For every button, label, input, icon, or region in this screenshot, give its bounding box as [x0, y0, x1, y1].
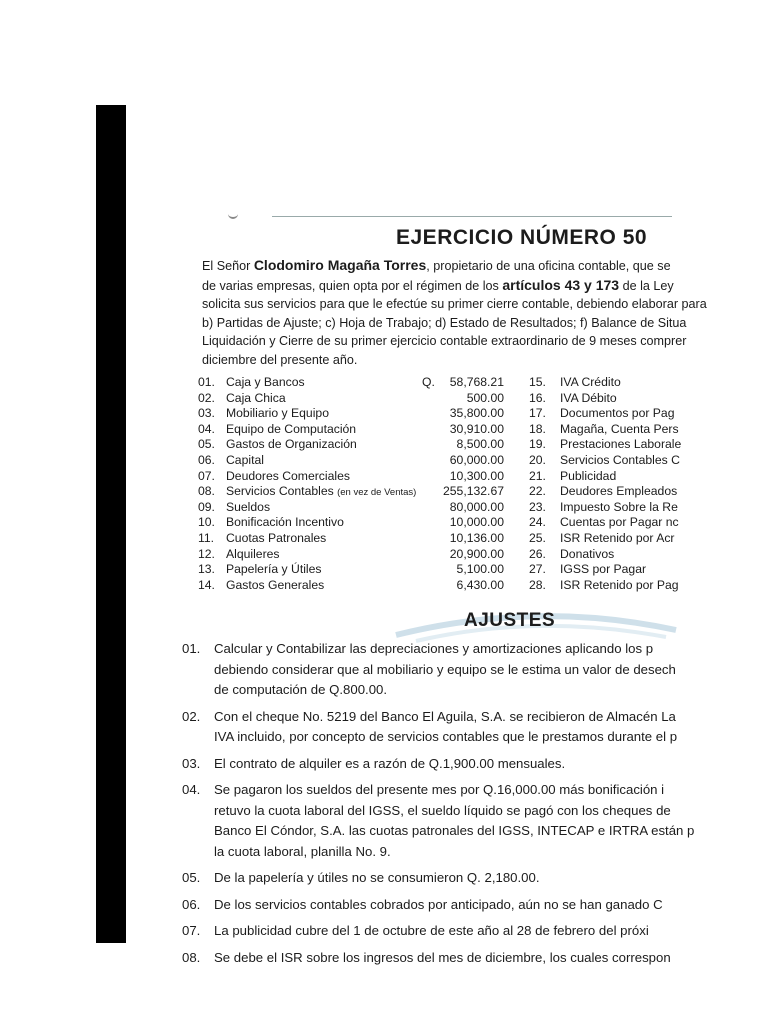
adjustment-item [182, 754, 742, 775]
account-row [198, 547, 504, 563]
account-name: Donativos [560, 546, 615, 561]
account-name [226, 437, 357, 453]
adjustment-line: retuvo la cuota laboral del IGSS, el sueldo líquido se pagó con los cheques de [214, 802, 671, 818]
account-row [529, 437, 729, 453]
account-row [529, 422, 729, 438]
intro-line [202, 351, 762, 370]
adjustment-item [182, 895, 742, 916]
account-number: 04. [198, 421, 215, 436]
account-row [198, 562, 504, 578]
account-name [226, 375, 305, 391]
account-name [226, 515, 344, 531]
account-row [198, 469, 504, 485]
account-number: 24. [529, 515, 546, 530]
account-number: 17. [529, 406, 546, 421]
account-number: 14. [198, 577, 215, 592]
account-name-text: Sueldos [226, 499, 271, 514]
account-name-text: Caja Chica [226, 390, 286, 405]
account-amount: 255,132.67 [443, 484, 504, 499]
account-amount: 5,100.00 [456, 562, 504, 577]
adjustment-line: IVA incluido, por concepto de servicios contables que le prestamos durante el p [214, 729, 678, 744]
adjustment-gap [182, 968, 742, 974]
account-row [529, 515, 729, 531]
account-amount: 60,000.00 [449, 452, 504, 467]
account-number: 06. [198, 452, 215, 467]
account-number: 25. [529, 530, 546, 545]
account-amount: 500.00 [466, 390, 504, 405]
scanned-page [126, 105, 707, 965]
account-row [529, 531, 729, 547]
account-number: 08. [198, 484, 215, 499]
account-name: ISR Retenido por Pag [560, 577, 679, 592]
account-row [198, 500, 504, 516]
account-amount: 10,136.00 [449, 530, 504, 545]
account-name-text: Mobiliario y Equipo [226, 406, 329, 421]
account-number: 19. [529, 437, 546, 452]
adjustment-line: Calcular y Contabilizar las depreciaciones y amortizaciones aplicando los p [214, 641, 654, 656]
account-name: Magaña, Cuenta Pers [560, 421, 679, 436]
account-row [198, 406, 504, 422]
intro-text: diciembre del presente año. [202, 352, 358, 367]
account-name [226, 531, 326, 547]
account-number: 28. [529, 577, 546, 592]
account-row [198, 453, 504, 469]
account-name [226, 453, 264, 469]
adjustment-item [182, 780, 742, 862]
account-number: 26. [529, 546, 546, 561]
intro-paragraph [202, 256, 762, 370]
intro-bold: Clodomiro Magaña Torres [253, 257, 427, 273]
account-name [226, 484, 416, 501]
account-number: 03. [198, 406, 215, 421]
intro-bold: artículos 43 y 173 [502, 276, 620, 293]
adjustment-item [182, 921, 742, 942]
account-row [198, 391, 504, 407]
account-note: (en vez de Ventas) [337, 487, 417, 499]
adjustment-line: Banco El Cóndor, S.A. las cuotas patronales del IGSS, INTECAP e IRTRA están p [214, 823, 695, 838]
account-number: 12. [198, 546, 215, 561]
account-name: IVA Débito [560, 390, 617, 405]
account-row [529, 484, 729, 500]
exercise-title: EJERCICIO NÚMERO 50 [396, 226, 648, 249]
account-number: 11. [198, 530, 215, 545]
account-name: Impuesto Sobre la Re [560, 499, 678, 514]
account-number: 10. [198, 515, 215, 530]
account-name-text: Deudores Comerciales [226, 468, 350, 483]
account-number: 18. [529, 421, 546, 436]
adjustment-number: 05. [182, 870, 201, 885]
account-name: Cuentas por Pagar nc [560, 515, 679, 530]
account-name-text: Gastos Generales [226, 577, 325, 592]
account-name: IGSS por Pagar [560, 562, 647, 577]
adjustment-number: 07. [182, 923, 201, 938]
account-name [226, 469, 350, 485]
adjustment-line: La publicidad cubre del 1 de octubre de este año al 28 de febrero del próxi [214, 923, 649, 938]
account-row [529, 547, 729, 563]
account-amount: 10,300.00 [449, 468, 504, 483]
adjustment-line: la cuota laboral, planilla No. 9. [214, 843, 391, 859]
account-name-text: Servicios Contables [226, 484, 334, 499]
account-number: 13. [198, 562, 215, 577]
intro-text: de varias empresas, quien opta por el régimen de los [202, 278, 503, 293]
intro-text: b) Partidas de Ajuste; c) Hoja de Trabajo; d) Estado de Resultados; f) Balance de Situa [202, 315, 687, 330]
account-row [198, 531, 504, 547]
intro-text: El Señor [202, 259, 254, 273]
account-name-text: Caja y Bancos [226, 375, 305, 389]
account-name: Documentos por Pag [560, 406, 675, 421]
account-name: ISR Retenido por Acr [560, 530, 675, 545]
account-name: Servicios Contables C [560, 452, 680, 467]
account-number: 27. [529, 562, 546, 577]
adjustment-line: debiendo considerar que al mobiliario y equipo se le estima un valor de desech [214, 661, 676, 677]
intro-line [202, 332, 762, 351]
account-row [529, 375, 729, 391]
black-margin-bar [96, 105, 126, 943]
account-row [529, 562, 729, 578]
adjustment-line: Se debe el ISR sobre los ingresos del mes de diciembre, los cuales correspon [214, 949, 671, 965]
account-number: 22. [529, 484, 546, 499]
account-name: Publicidad [560, 468, 617, 483]
adjustment-line: Con el cheque No. 5219 del Banco El Aguila, S.A. se recibieron de Almacén La [214, 708, 676, 724]
account-number: 02. [198, 390, 215, 405]
adjustments-heading: AJUSTES [464, 610, 556, 631]
account-amount: 35,800.00 [449, 406, 504, 421]
adjustments-list [182, 639, 742, 974]
adjustment-line: de computación de Q.800.00. [214, 682, 388, 697]
page-mark [228, 213, 238, 219]
intro-line [202, 295, 762, 314]
intro-line [202, 276, 762, 296]
account-name: Prestaciones Laborale [560, 437, 682, 452]
account-number: 15. [529, 375, 546, 389]
account-name [226, 406, 329, 422]
adjustment-item [182, 948, 742, 969]
account-row [198, 422, 504, 438]
account-number: 20. [529, 452, 546, 467]
account-row [529, 406, 729, 422]
account-row [198, 578, 504, 594]
account-name-text: Bonificación Incentivo [226, 515, 344, 530]
account-name: IVA Crédito [560, 375, 621, 389]
adjustment-number: 08. [182, 949, 201, 965]
account-name-text: Papelería y Útiles [226, 562, 322, 577]
adjustment-item [182, 639, 742, 701]
account-name-text: Alquileres [226, 546, 280, 561]
adjustment-item [182, 868, 742, 889]
header-rule [272, 216, 672, 217]
adjustment-number: 01. [182, 641, 201, 656]
account-number: 21. [529, 468, 546, 483]
account-name [226, 547, 280, 563]
intro-text: de la Ley [619, 278, 674, 293]
adjustment-line: El contrato de alquiler es a razón de Q.1,900.00 mensuales. [214, 755, 566, 771]
currency-symbol: Q. [422, 375, 435, 389]
intro-text: solicita sus servicios para que le efectúe su primer cierre contable, debiendo elaborar para [202, 297, 707, 312]
adjustment-line: Se pagaron los sueldos del presente mes por Q.16,000.00 más bonificación i [214, 782, 665, 797]
account-number: 09. [198, 499, 215, 514]
account-name [226, 422, 356, 438]
account-row [198, 484, 504, 500]
account-row [529, 391, 729, 407]
account-amount: 10,000.00 [449, 515, 504, 530]
adjustment-number: 03. [182, 755, 201, 771]
account-name-text: Gastos de Organización [226, 437, 357, 452]
account-name-text: Equipo de Computación [226, 421, 357, 436]
account-amount: 6,430.00 [456, 577, 504, 592]
account-number: 07. [198, 468, 215, 483]
account-amount: 8,500.00 [456, 437, 504, 452]
account-number: 01. [198, 375, 215, 389]
account-name [226, 578, 324, 594]
account-name [226, 500, 270, 516]
adjustment-line: De los servicios contables cobrados por anticipado, aún no se han ganado C [214, 896, 663, 912]
accounts-list-right [529, 375, 729, 593]
account-number: 16. [529, 390, 546, 405]
adjustment-number: 06. [182, 896, 201, 912]
account-amount: 20,900.00 [449, 546, 504, 561]
account-row [529, 500, 729, 516]
account-name: Deudores Empleados [560, 484, 678, 499]
adjustment-number: 04. [182, 782, 201, 797]
adjustment-item [182, 707, 742, 748]
account-amount: 80,000.00 [449, 499, 504, 514]
intro-text: Liquidación y Cierre de su primer ejercicio contable extraordinario de 9 meses comprer [202, 334, 687, 349]
account-row [529, 453, 729, 469]
intro-line [202, 256, 762, 276]
account-row [529, 578, 729, 594]
account-amount: 30,910.00 [449, 421, 504, 436]
account-amount: 58,768.21 [449, 375, 504, 389]
adjustment-number: 02. [182, 708, 201, 724]
account-number: 23. [529, 499, 546, 514]
account-name [226, 562, 322, 578]
account-row [529, 469, 729, 485]
account-name-text: Cuotas Patronales [226, 530, 327, 545]
account-name [226, 391, 286, 407]
account-row [198, 437, 504, 453]
accounts-list-left [198, 375, 504, 593]
account-name-text: Capital [226, 452, 264, 467]
account-number: 05. [198, 437, 215, 452]
intro-text: , propietario de una oficina contable, que se [426, 259, 671, 273]
intro-line [202, 314, 762, 333]
account-row [198, 375, 504, 391]
adjustment-line: De la papelería y útiles no se consumieron Q. 2,180.00. [214, 870, 540, 885]
account-row [198, 515, 504, 531]
